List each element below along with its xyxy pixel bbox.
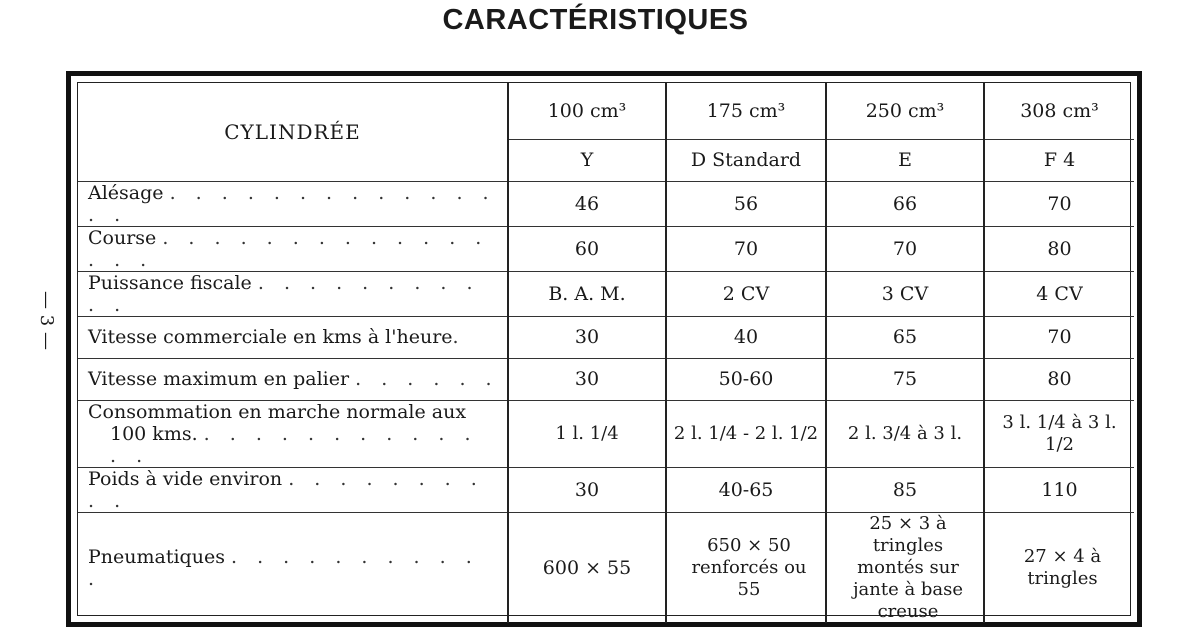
model-cell: F 4 bbox=[984, 139, 1134, 181]
row-label: Poids à vide environ bbox=[88, 467, 283, 490]
value-cell: 2 l. 1/4 - 2 l. 1/2 bbox=[666, 400, 826, 467]
value-cell: 600 × 55 bbox=[508, 512, 666, 623]
value-cell: B. A. M. bbox=[508, 271, 666, 316]
row-label: Course bbox=[88, 226, 157, 249]
displacement-cell: 308 cm³ bbox=[984, 83, 1134, 139]
value-cell: 65 bbox=[826, 316, 984, 358]
table-frame bbox=[66, 71, 1142, 627]
value-cell: 30 bbox=[508, 316, 666, 358]
page-number-text: — 3 — bbox=[35, 290, 57, 350]
row-label-cell bbox=[78, 358, 508, 400]
row-label-line2-wrap bbox=[88, 423, 501, 467]
value-cell: 4 CV bbox=[984, 271, 1134, 316]
row-label-cell bbox=[78, 226, 508, 271]
header-row-displacement bbox=[78, 83, 1134, 139]
value-cell: 40-65 bbox=[666, 467, 826, 512]
value-cell: 56 bbox=[666, 181, 826, 226]
header-label: CYLINDRÉE bbox=[224, 119, 361, 144]
table-row bbox=[78, 271, 1134, 316]
row-label: Pneumatiques bbox=[88, 545, 225, 568]
row-label: Puissance fiscale bbox=[88, 271, 252, 294]
row-label-cell bbox=[78, 400, 508, 467]
leader-dots: . . . . . . . . . . . bbox=[88, 271, 480, 316]
leader-dots: . bbox=[452, 326, 466, 348]
value-cell: 2 CV bbox=[666, 271, 826, 316]
row-label-cell bbox=[78, 181, 508, 226]
value-cell: 75 bbox=[826, 358, 984, 400]
table-row bbox=[78, 400, 1134, 467]
row-label: Alésage bbox=[88, 181, 164, 204]
value-cell: 110 bbox=[984, 467, 1134, 512]
value-cell: 40 bbox=[666, 316, 826, 358]
value-cell: 30 bbox=[508, 358, 666, 400]
leader-dots: . . . . . . . . . . . . . . . . bbox=[88, 226, 489, 271]
row-label-cell bbox=[78, 271, 508, 316]
value-cell: 70 bbox=[984, 316, 1134, 358]
value-cell: 25 × 3 à tringles montés sur jante à base creuse bbox=[826, 512, 984, 623]
value-cell: 3 l. 1/4 à 3 l. 1/2 bbox=[984, 400, 1134, 467]
table-row bbox=[78, 512, 1134, 623]
row-label-line1: Consommation en marche normale aux bbox=[88, 400, 467, 423]
value-cell: 27 × 4 à tringles bbox=[984, 512, 1134, 623]
header-label-cell bbox=[78, 83, 508, 181]
table-inner-border bbox=[77, 82, 1131, 622]
table-row bbox=[78, 181, 1134, 226]
row-label: Vitesse commerciale en kms à l'heure bbox=[88, 326, 453, 348]
displacement-cell: 175 cm³ bbox=[666, 83, 826, 139]
value-cell: 60 bbox=[508, 226, 666, 271]
row-label-cell bbox=[78, 512, 508, 623]
value-cell: 70 bbox=[826, 226, 984, 271]
value-cell: 46 bbox=[508, 181, 666, 226]
model-cell: E bbox=[826, 139, 984, 181]
displacement-cell: 250 cm³ bbox=[826, 83, 984, 139]
leader-dots: . . . . . . . . . . . . . bbox=[110, 422, 478, 467]
table-row bbox=[78, 467, 1134, 512]
leader-dots: . . . . . . . . . . . bbox=[88, 545, 479, 590]
value-cell: 1 l. 1/4 bbox=[508, 400, 666, 467]
displacement-cell: 100 cm³ bbox=[508, 83, 666, 139]
value-cell: 85 bbox=[826, 467, 984, 512]
characteristics-table bbox=[78, 83, 1134, 623]
table-row bbox=[78, 316, 1134, 358]
value-cell: 3 CV bbox=[826, 271, 984, 316]
value-cell: 70 bbox=[666, 226, 826, 271]
value-cell: 50-60 bbox=[666, 358, 826, 400]
value-cell: 66 bbox=[826, 181, 984, 226]
row-label-cell bbox=[78, 316, 508, 358]
value-cell: 70 bbox=[984, 181, 1134, 226]
model-cell: D Standard bbox=[666, 139, 826, 181]
table-row bbox=[78, 358, 1134, 400]
leader-dots: . . . . . . bbox=[355, 368, 499, 390]
row-label-cell bbox=[78, 467, 508, 512]
value-cell: 80 bbox=[984, 226, 1134, 271]
model-cell: Y bbox=[508, 139, 666, 181]
leader-dots: . . . . . . . . . . . . . . . bbox=[88, 181, 496, 226]
page-heading: CARACTÉRISTIQUES bbox=[442, 4, 749, 36]
value-cell: 30 bbox=[508, 467, 666, 512]
page-number bbox=[26, 290, 66, 350]
value-cell: 2 l. 3/4 à 3 l. bbox=[826, 400, 984, 467]
value-cell: 650 × 50 renforcés ou 55 bbox=[666, 512, 826, 623]
value-cell: 80 bbox=[984, 358, 1134, 400]
row-label: Vitesse maximum en palier bbox=[88, 368, 350, 390]
table-row bbox=[78, 226, 1134, 271]
leader-dots: . . . . . . . . . . bbox=[88, 467, 484, 512]
row-label-line2: 100 kms. bbox=[110, 422, 198, 445]
